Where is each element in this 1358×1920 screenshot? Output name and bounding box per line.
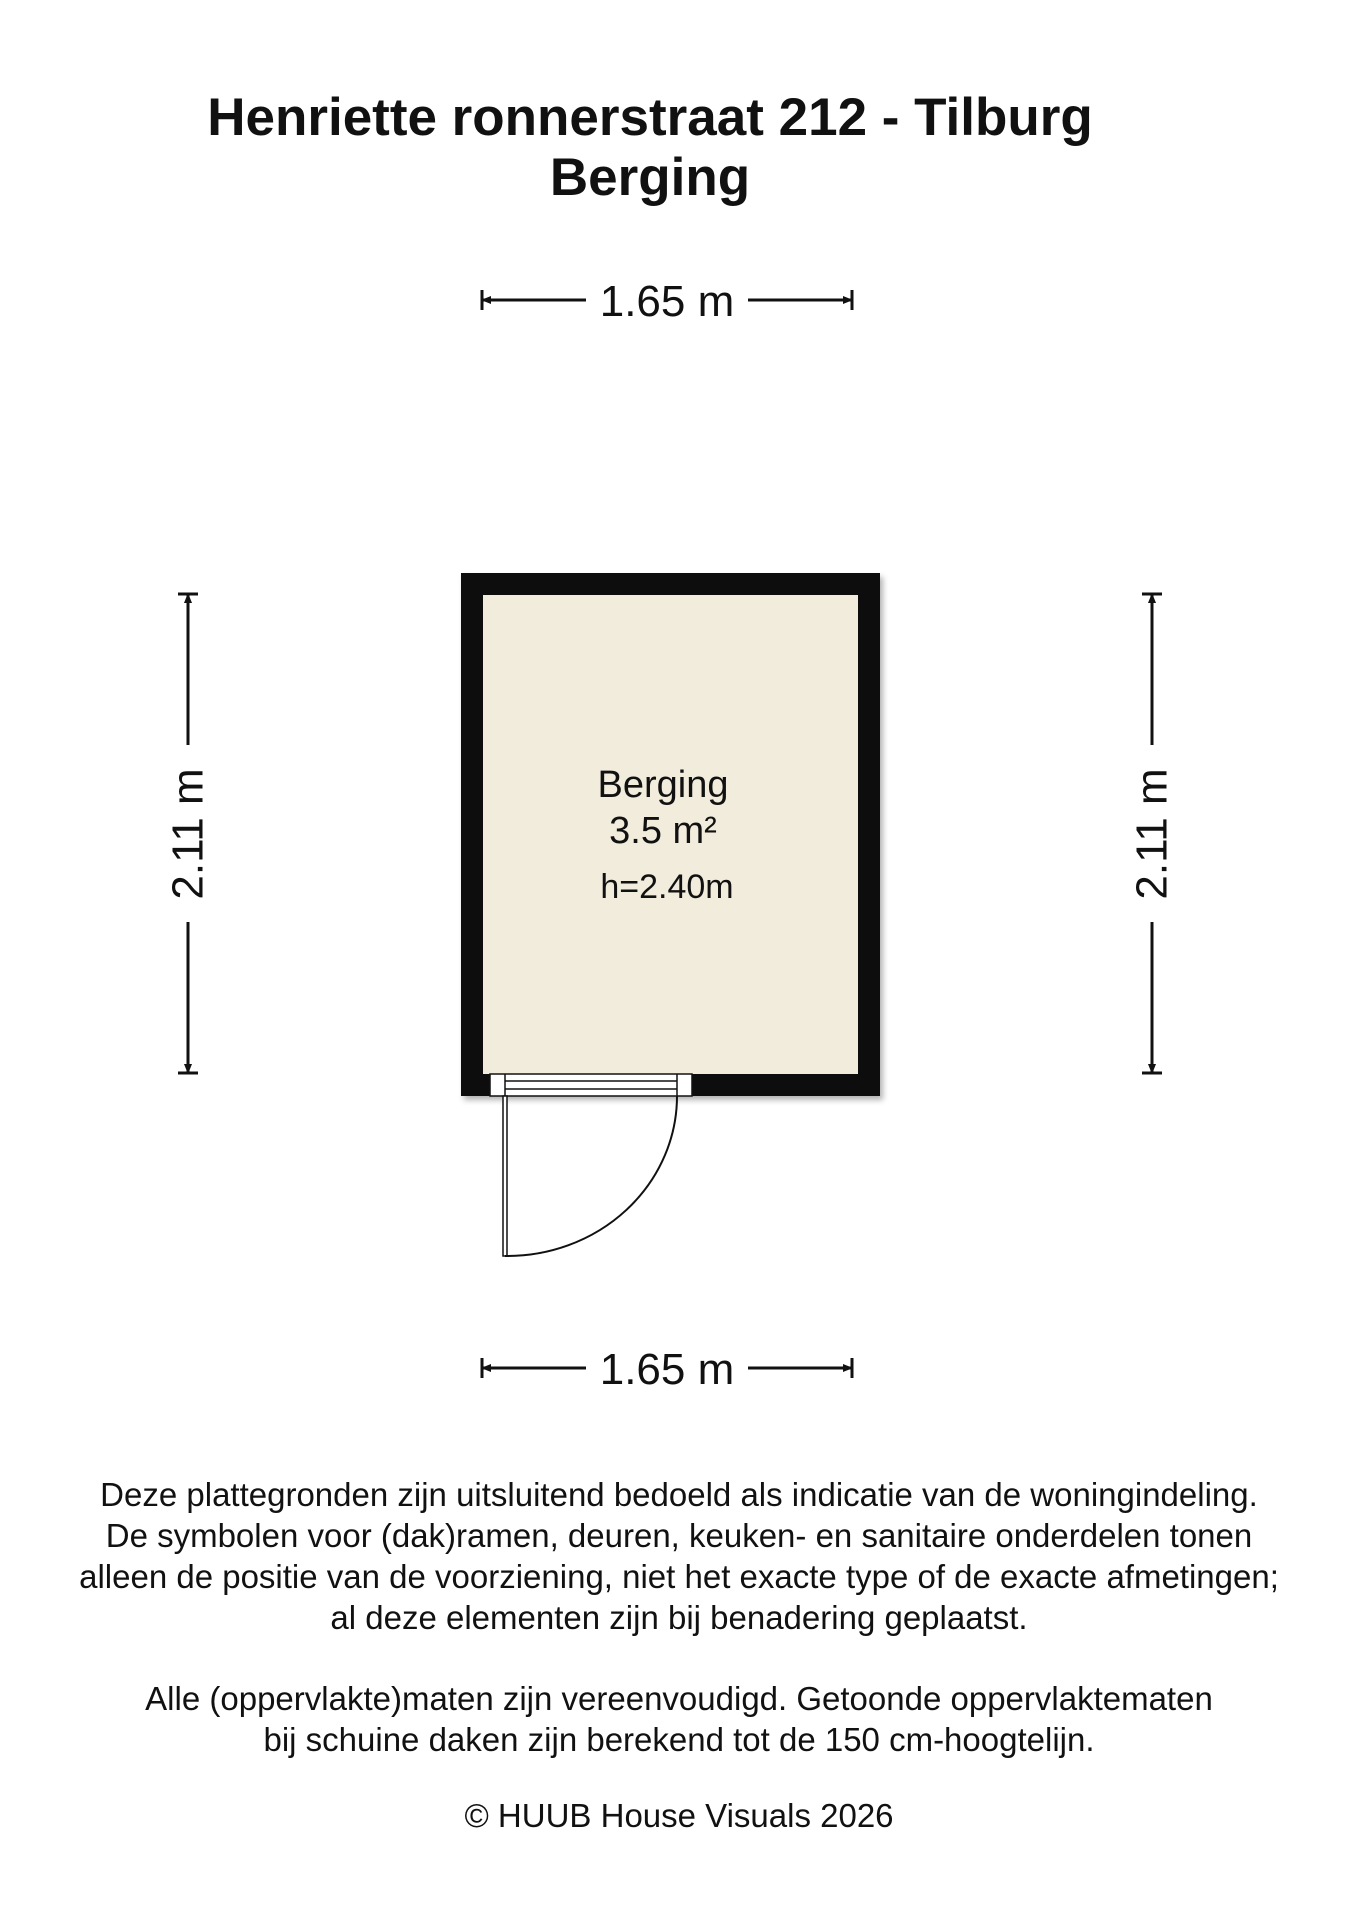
room-berging (461, 573, 880, 1256)
room-ceiling-height: h=2.40m (600, 868, 734, 906)
room-area: 3.5 m² (609, 810, 717, 852)
dimension-top-label: 1.65 m (599, 277, 735, 326)
disclaimer-paragraph-1 (0, 1474, 1358, 1638)
disclaimer-line: al deze elementen zijn bij benadering geplaatst. (330, 1599, 1028, 1636)
door (490, 1074, 692, 1256)
dimension-bottom-label: 1.65 m (599, 1345, 735, 1394)
door-swing-arc (505, 1096, 677, 1256)
disclaimer-line: Deze plattegronden zijn uitsluitend bedoeld als indicatie van de woningindeling. (100, 1476, 1258, 1513)
page-subtitle: Berging (549, 148, 751, 207)
room-name: Berging (597, 764, 729, 806)
dimension-left (164, 594, 213, 1073)
disclaimer-line: alleen de positie van de voorziening, niet het exacte type of de exacte afmetingen; (79, 1558, 1279, 1595)
disclaimer-line: Alle (oppervlakte)maten zijn vereenvoudigd. Getoonde oppervlaktematen (145, 1680, 1213, 1717)
dimension-left-label: 2.11 m (163, 768, 213, 900)
dimension-right-label: 2.11 m (1127, 768, 1177, 900)
copyright-notice: © HUUB House Visuals 2026 (464, 1797, 894, 1834)
disclaimer-paragraph-2 (0, 1678, 1358, 1760)
disclaimer-line: bij schuine daken zijn berekend tot de 150 cm-hoogtelijn. (263, 1721, 1095, 1758)
disclaimer-line: De symbolen voor (dak)ramen, deuren, keuken- en sanitaire onderdelen tonen (105, 1517, 1253, 1554)
door-leaf (503, 1096, 507, 1256)
page-title: Henriette ronnerstraat 212 - Tilburg (207, 88, 1093, 147)
dimension-top (482, 277, 852, 326)
dimension-bottom (482, 1345, 852, 1394)
dimension-right (1128, 594, 1177, 1073)
